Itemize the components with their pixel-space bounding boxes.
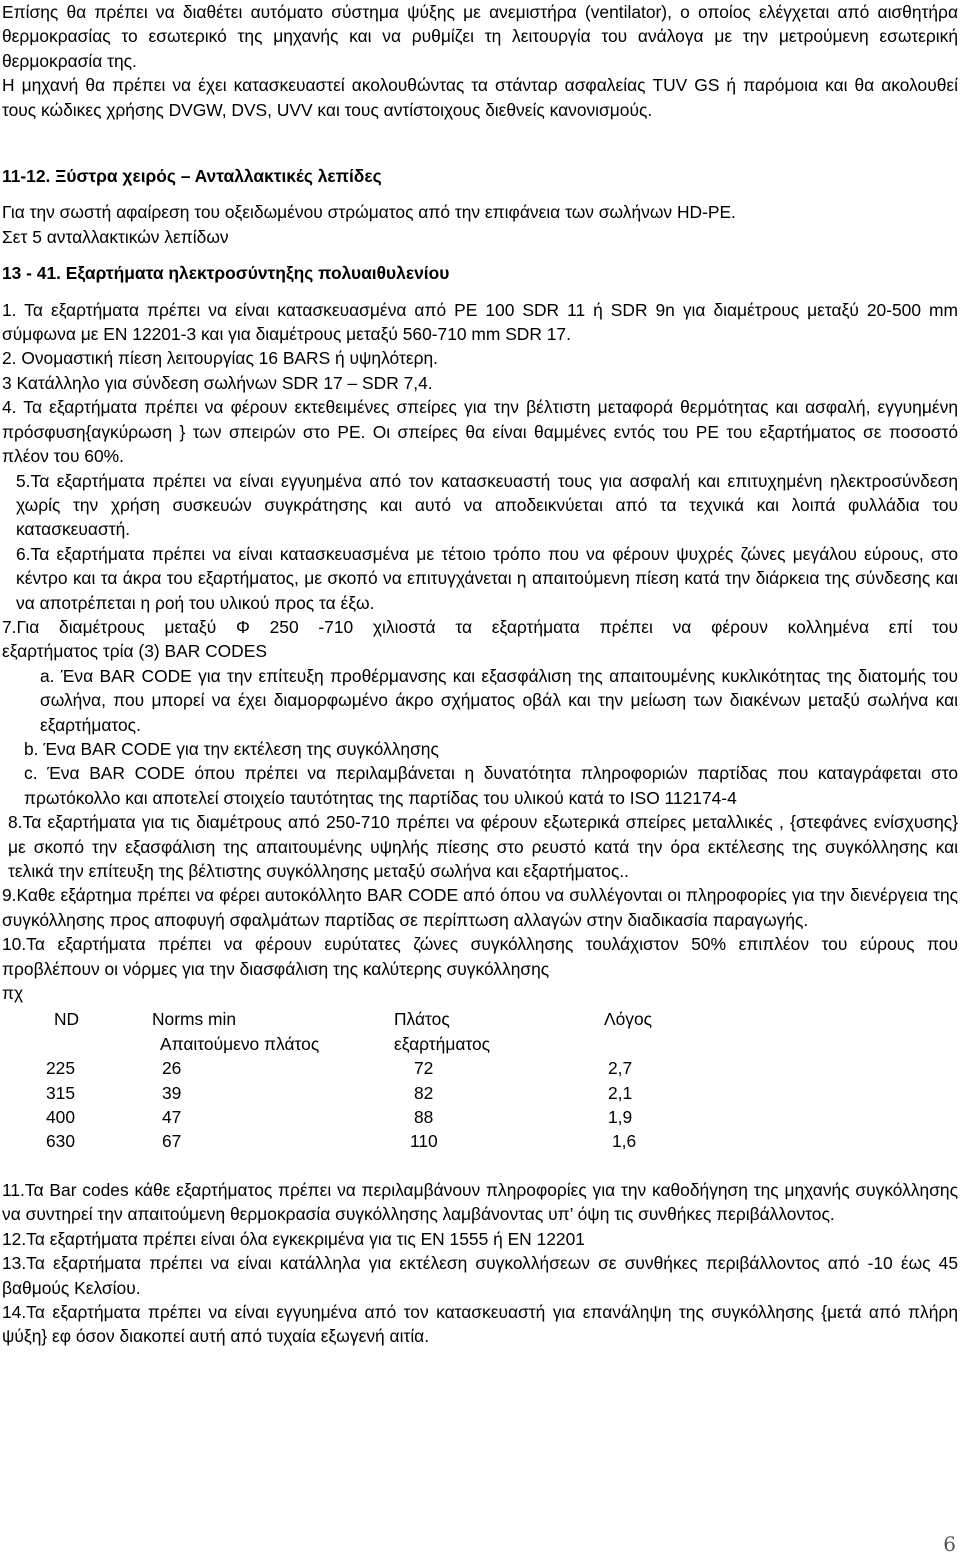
- section-heading-fittings: 13 - 41. Εξαρτήματα ηλεκτροσύντηξης πολυαιθυλενίου: [2, 263, 450, 284]
- fittings-item-7a: a. Ένα BAR CODE για την επίτευξη προθέρμανσης και εξασφάλιση της απαιτουμένης κυκλικότητας της διατομής του σωλήνα, που μπορεί να έχει διαμορφωμένο άκρο σχήματος οβάλ και την μείωση των διακένων μεταξύ σωλήνα και εξαρτήματος.: [40, 665, 958, 735]
- table-header-cell: Απαιτούμενο πλάτος: [160, 1033, 320, 1054]
- intro-safety-paragraph: Η μηχανή θα πρέπει να έχει κατασκευαστεί ακολουθώντας τα στάνταρ ασφαλείας TUV GS ή παρόμοια και θα ακολουθεί τους κώδικες χρήσης DVGW, DVS, UVV και τους αντίστοιχους διεθνείς κανονισμούς.: [2, 75, 958, 120]
- table-cell: 400: [46, 1107, 76, 1128]
- table-header-cell: [46, 1032, 144, 1056]
- table-cell: 1,6: [612, 1131, 637, 1152]
- fittings-item-7b: b. Ένα BAR CODE για την εκτέλεση της συγκόλλησης: [24, 738, 439, 759]
- table-cell: 110: [410, 1131, 438, 1152]
- table-cell: 1,9: [608, 1107, 633, 1128]
- fusion-zone-table: [46, 1007, 732, 1153]
- scraper-blade-set: Σετ 5 ανταλλακτικών λεπίδων: [2, 226, 229, 247]
- fittings-item-5: 5.Τα εξαρτήματα πρέπει να είναι εγγυημένα από τον κατασκευαστή τους για ασφαλή και επιτυχημένη ηλεκτροσύνδεση χωρίς την χρήση συσκευών συγκράτησης και αυτό να αποδεικνύεται από τα τεχνικά και λοιπά φυλλάδια του κατασκευαστή.: [16, 470, 958, 540]
- table-cell: 88: [414, 1107, 434, 1128]
- fittings-item-7-line-2: εξαρτήματος τρία (3) BAR CODES: [2, 641, 267, 662]
- fittings-item-3: 3 Κατάλληλο για σύνδεση σωλήνων SDR 17 – SDR 7,4.: [2, 372, 433, 393]
- fittings-item-7-line-1: 7.Για διαμέτρους μεταξύ Φ 250 -710 χιλιοστά τα εξαρτήματα πρέπει να φέρουν κολλημένα επί του: [2, 616, 958, 637]
- fittings-item-1: 1. Τα εξαρτήματα πρέπει να είναι κατασκευασμένα από PE 100 SDR 11 ή SDR 9n για διαμέτρους μεταξύ 20-500 mm σύμφωνα με EN 12201-3 και για διαμέτρους μεταξύ 560-710 mm SDR 17.: [2, 299, 958, 345]
- fittings-item-11: 11.Τα Bar codes κάθε εξαρτήματος πρέπει να περιλαμβάνουν πληροφορίες για την καθοδήγηση της μηχανής συγκόλλησης να συντηρεί την απαιτούμενη θερμοκρασία συγκόλλησης λαμβάνοντας υπ’ όψη τις συνθήκες περιβάλλοντος.: [2, 1179, 958, 1225]
- table-row: [46, 1105, 732, 1129]
- table-cell: 39: [162, 1082, 182, 1103]
- table-cell: 72: [414, 1058, 434, 1079]
- fittings-item-10: 10.Τα εξαρτήματα πρέπει να φέρουν ευρύτατες ζώνες συγκόλλησης τουλάχιστον 50% επιπλέον του εύρους που προβλέπουν οι νόρμες για την διασφάλιση της καλύτερης συγκόλλησης: [2, 934, 958, 979]
- fittings-item-9: 9.Καθε εξάρτημα πρέπει να φέρει αυτοκόλλητο BAR CODE από όπου να συλλέγονται οι πληροφορίες για την διενέργεια της συγκόλλησης προς αποφυγή σφαλμάτων παρτίδας σε περίπτωση αλλαγών στην διαδικασία παραγωγής.: [2, 885, 958, 930]
- table-cell: 26: [162, 1058, 182, 1079]
- fittings-item-7c: c. Ένα BAR CODE όπου πρέπει να περιλαμβάνεται η δυνατότητα πληροφοριών παρτίδας που καταγράφεται στο πρωτόκολλο και αποτελεί στοιχείο ταυτότητας της παρτίδας του υλικού κατά το ISO 112174-4: [24, 763, 958, 808]
- table-row: [46, 1081, 732, 1105]
- table-header-cell: εξαρτήματος: [394, 1033, 491, 1054]
- table-header-cell: Λόγος: [604, 1009, 653, 1030]
- fittings-item-4: 4. Τα εξαρτήματα πρέπει να φέρουν εκτεθειμένες σπείρες για την βέλτιστη μεταφορά θερμότητας και ασφαλή, εγγυημένη πρόσφυση{αγκύρωση } των σπειρών στο PE. Οι σπείρες θα είναι θαμμένες εντός του PE του εξαρτήματος σε ποσοστό πλέον του 60%.: [2, 397, 958, 467]
- page-number: 6: [943, 1531, 956, 1556]
- scraper-description: Για την σωστή αφαίρεση του οξειδωμένου στρώματος από την επιφάνεια των σωλήνων HD-PE.: [2, 202, 736, 223]
- table-cell: 630: [46, 1131, 76, 1152]
- table-header-row: [46, 1032, 732, 1056]
- table-cell: 315: [46, 1082, 76, 1103]
- table-header-cell: Norms min: [152, 1009, 237, 1030]
- table-header-cell: [604, 1032, 732, 1056]
- fittings-item-14: 14.Τα εξαρτήματα πρέπει να είναι εγγυημένα από τον κατασκευαστή για επανάληψη της συγκόλλησης {μετά από πλήρη ψύξη} εφ όσον διακοπεί αυτή από τυχαία εξωγενή αιτία.: [2, 1301, 958, 1347]
- fittings-item-13: 13.Τα εξαρτήματα πρέπει να είναι κατάλληλα για εκτέλεση συγκολλήσεων σε συνθήκες περιβάλλοντος από -10 έως 45 βαθμούς Κελσίου.: [2, 1253, 958, 1298]
- table-cell: 67: [162, 1131, 182, 1152]
- document-body: [2, 0, 958, 1349]
- fittings-item-12: 12.Τα εξαρτήματα πρέπει είναι όλα εγκεκριμένα για τις EN 1555 ή EN 12201: [2, 1228, 585, 1249]
- fittings-item-2: 2. Ονομαστική πίεση λειτουργίας 16 BARS ή υψηλότερη.: [2, 348, 438, 369]
- table-row: [46, 1129, 732, 1153]
- table-cell: 47: [162, 1107, 182, 1128]
- table-row: [46, 1056, 732, 1080]
- table-cell: 82: [414, 1082, 434, 1103]
- fittings-item-8: 8.Τα εξαρτήματα για τις διαμέτρους από 250-710 πρέπει να φέρουν εξωτερικά σπείρες μεταλλικές , {στεφάνες ενίσχυσης} με σκοπό την εξασφάλιση της απαιτουμένης υψηλής πίεσης στο ρευστό κατά την όρα εκτέλεσης της συγκόλλησης και τελικά την επίτευξη της βέλτιστης συγκόλλησης μεταξύ σωλήνα και εξαρτήματος..: [8, 812, 958, 881]
- table-header-cell: Πλάτος: [394, 1009, 450, 1030]
- example-label: πχ: [2, 983, 24, 1004]
- intro-cooling-paragraph: Επίσης θα πρέπει να διαθέτει αυτόματο σύστημα ψύξης με ανεμιστήρα (ventilator), ο οποίος ελέγχεται από αισθητήρα θερμοκρασίας το εσωτερικό της μηχανής και να ρυθμίζει τη λειτουργία του ανάλογα με την μετρούμενη εσωτερική θερμοκρασία της.: [2, 2, 958, 71]
- table-cell: 225: [46, 1058, 76, 1079]
- table-header-cell: ND: [54, 1009, 80, 1030]
- table-cell: 2,7: [608, 1058, 633, 1079]
- fittings-item-6: 6.Τα εξαρτήματα πρέπει να είναι κατασκευασμένα με τέτοιο τρόπο που να φέρουν ψυχρές ζώνες μεγάλου εύρους, στο κέντρο και τα άκρα του εξαρτήματος, με σκοπό να επιτυγχάνεται η απαιτούμενη πίεση κατά την διάρκεια της σύνδεσης και να αποτρέπεται η ροή του υλικού προς τα έξω.: [16, 543, 958, 613]
- table-cell: 2,1: [608, 1082, 633, 1103]
- table-header-row: [46, 1007, 732, 1031]
- section-heading-scraper: 11-12. Ξύστρα χειρός – Ανταλλακτικές λεπίδες: [2, 166, 382, 187]
